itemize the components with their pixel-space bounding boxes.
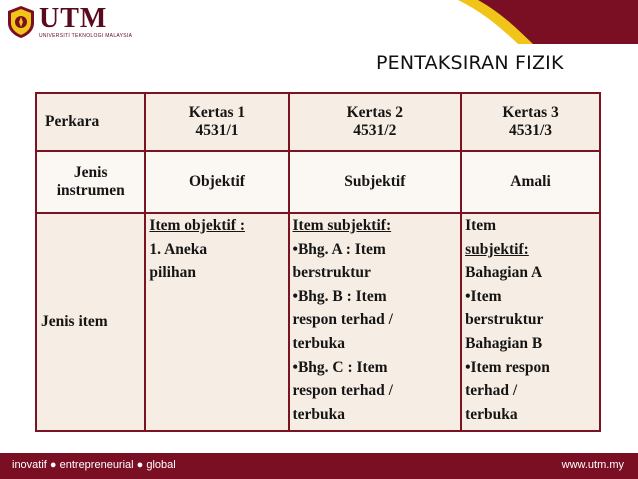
item-kertas-2 <box>289 213 462 431</box>
instrumen-kertas-1: Objektif <box>145 151 288 213</box>
header-perkara: Perkara <box>36 93 145 151</box>
header-kertas-2 <box>289 93 462 151</box>
kertas-2-code: 4531/2 <box>353 122 397 139</box>
kertas-3-name: Kertas 3 <box>502 104 559 121</box>
item-kertas-1 <box>145 213 288 431</box>
kertas-1-name: Kertas 1 <box>188 104 246 121</box>
header-band <box>0 0 638 44</box>
header-kertas-3 <box>461 93 600 151</box>
utm-logo <box>6 3 132 41</box>
footer-bar <box>0 453 638 479</box>
item-k3-line: •Item <box>465 287 502 305</box>
item-k3-line: Bahagian B <box>465 334 543 352</box>
item-k3-line: •Item respon <box>465 358 550 376</box>
kertas-1-code: 4531/1 <box>195 122 239 139</box>
item-k3-line: Bahagian A <box>465 264 543 282</box>
table-header-row <box>36 93 600 151</box>
item-k3-line: subjektif: <box>465 240 529 258</box>
instrumen-label-line2: instrumen <box>56 182 125 199</box>
item-k2-line: Item subjektif: <box>292 217 392 234</box>
item-k2-line: •Bhg. B : Item <box>292 287 387 305</box>
item-k3-line: berstruktur <box>465 311 544 329</box>
logo-subtext: UNIVERSITI TEKNOLOGI MALAYSIA <box>39 32 133 39</box>
item-k1-line: 1. Aneka <box>149 240 208 258</box>
assessment-table <box>35 92 601 432</box>
item-k1-line: pilihan <box>149 264 196 282</box>
item-k2-line: berstruktur <box>292 264 371 282</box>
footer-tagline: inovatif ● entrepreneurial ● global <box>12 459 176 471</box>
instrumen-kertas-2: Subjektif <box>289 151 462 213</box>
item-k2-line: •Bhg. A : Item <box>292 240 386 258</box>
item-k2-line: terbuka <box>292 405 346 423</box>
table-row-jenis-item <box>36 213 600 431</box>
instrumen-label-line1: Jenis <box>73 164 108 181</box>
instrumen-label <box>36 151 145 213</box>
table-row-instrumen <box>36 151 600 213</box>
header-swoosh <box>318 0 638 44</box>
item-kertas-3 <box>461 213 600 431</box>
item-k2-line: •Bhg. C : Item <box>292 358 388 376</box>
item-k3-line: terbuka <box>465 405 518 423</box>
item-k1-line: Item objektif : <box>149 217 245 234</box>
slide-title: PENTAKSIRAN FIZIK <box>376 52 564 74</box>
item-k3-line: terhad / <box>465 382 518 400</box>
footer-website: www.utm.my <box>561 459 624 471</box>
jenis-item-label: Jenis item <box>36 213 145 431</box>
item-k2-line: respon terhad / <box>292 382 393 400</box>
header-kertas-1 <box>145 93 288 151</box>
kertas-2-name: Kertas 2 <box>346 104 403 121</box>
item-k2-line: terbuka <box>292 334 346 352</box>
kertas-3-code: 4531/3 <box>509 122 553 139</box>
logo-wordmark: UTM <box>39 2 108 34</box>
instrumen-kertas-3: Amali <box>461 151 600 213</box>
item-k3-line: Item <box>465 217 497 234</box>
item-k2-line: respon terhad / <box>292 311 393 329</box>
crest-icon <box>6 5 36 39</box>
